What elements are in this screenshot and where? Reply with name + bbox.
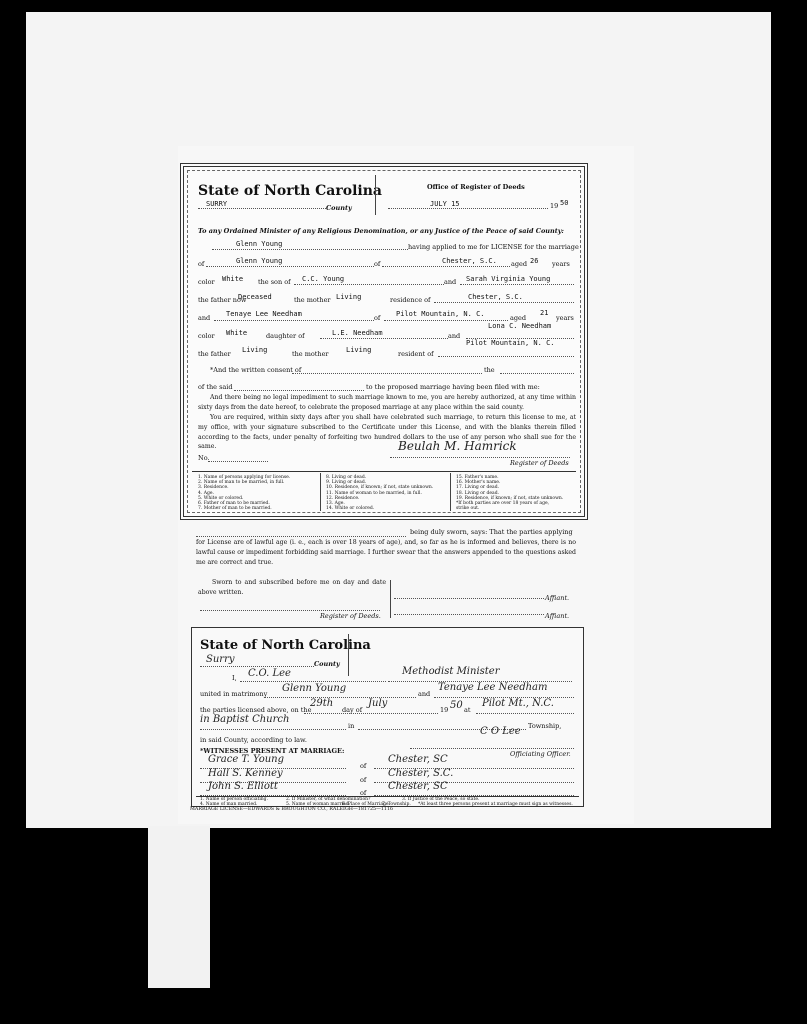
- and-label-3: and: [448, 332, 461, 340]
- cert-year-prefix: 19: [440, 706, 449, 714]
- color-label-2: color: [198, 332, 215, 340]
- aged-label: aged: [511, 260, 528, 268]
- township-label: Township,: [528, 722, 562, 730]
- day-of-label: day of: [342, 706, 363, 714]
- bride-age: 21: [540, 309, 549, 317]
- applied-text: having applied to me for LICENSE for the marriage: [408, 243, 579, 251]
- footnotes-col3: 15. Father's name. 16. Mother's name. 17. Living or dead. 18. Living or dead. 19. Residence, if known; if not, state unknown. *If both parties are over 18 years of age, strike out.: [456, 475, 564, 512]
- witness-name: Hall S. Kenney: [208, 768, 283, 779]
- cert-bride: Tenaye Lee Needham: [438, 682, 548, 693]
- mother-label: the mother: [294, 296, 331, 304]
- office-title: Office of Register of Deeds: [427, 183, 525, 191]
- register-signature: Beulah M. Hamrick: [398, 439, 517, 453]
- groom-residence: Chester, S.C.: [442, 257, 497, 265]
- groom-parents-residence: Chester, S.C.: [468, 293, 523, 301]
- cert-groom: Glenn Young: [282, 683, 347, 694]
- applicant-name: Glenn Young: [236, 240, 283, 248]
- resident-of-label: resident of: [398, 350, 434, 358]
- officiant-title: Methodist Minister: [402, 666, 500, 677]
- cert-footnote: 5. Name of woman married.: [286, 802, 351, 807]
- mother-label-2: the mother: [292, 350, 329, 358]
- aged-label-2: aged: [510, 314, 527, 322]
- year-value: 50: [560, 199, 569, 207]
- marriage-certificate: [191, 627, 584, 807]
- cert-footnote: 3. If Justice of the Peace, so state.: [402, 797, 480, 802]
- subscribed-text: Sworn to and subscribed before me on day and date above written.: [198, 579, 386, 596]
- and-label: and: [444, 278, 457, 286]
- salutation: To any Ordained Minister of any Religious Denomination, or any Justice of the Peace of said County:: [198, 227, 564, 235]
- and-label-2: and: [198, 314, 211, 322]
- cert-year: 50: [450, 700, 463, 711]
- of-the-said-label: of the said: [198, 383, 233, 391]
- sworn-body: for License are of lawful age (i. e., each is over 18 years of age), and, so far as he is informed and believes, there is no lawful cause or impediment forbidding said marriage. I further swear that the answers appended to the questions asked me are correct and true.: [196, 539, 576, 566]
- groom-age: 26: [530, 257, 539, 265]
- witness-of-label: of: [360, 762, 367, 770]
- license-county-label: County: [326, 204, 352, 212]
- witness-place: Chester, SC: [388, 754, 448, 765]
- witnesses-label: *WITNESSES PRESENT AT MARRIAGE:: [200, 747, 345, 755]
- son-of-label: the son of: [258, 278, 291, 286]
- witness-of-label: of: [360, 789, 367, 797]
- witness-of-label: of: [360, 776, 367, 784]
- affiant-label-2: Affiant.: [545, 612, 570, 620]
- in-label: in: [348, 722, 355, 730]
- father-now-label: the father now: [198, 296, 247, 304]
- cert-month: July: [368, 698, 388, 709]
- groom-father: C.C. Young: [302, 275, 345, 283]
- cert-place: Pilot Mt., N.C.: [482, 698, 554, 709]
- cert-county-value: Surry: [206, 654, 235, 665]
- groom-mother-status: Living: [336, 293, 362, 301]
- cert-i-label: I,: [232, 674, 237, 682]
- cert-footnote: 6. Place of Marriage.: [342, 802, 390, 807]
- witness-place: Chester, SC: [388, 781, 448, 792]
- of-label-3: of: [374, 314, 381, 322]
- at-label: at: [464, 706, 471, 714]
- year-prefix: 19: [550, 202, 559, 210]
- groom-name: Glenn Young: [236, 257, 283, 265]
- footnotes-col1: 1. Name of persons applying for license. 2. Name of man to be married, in full. 3. Residence. 4. Age. 5. White or colored. 6. Father of man to be married. 7. Mother of man to be married.: [198, 475, 291, 512]
- of-label-2: of: [374, 260, 381, 268]
- cert-footnote: 1. Name of person officiating.: [200, 797, 268, 802]
- bride-parents-residence: Pilot Mountain, N. C.: [466, 339, 555, 347]
- witness-name: John S. Elliott: [208, 781, 278, 792]
- consent-text: to the proposed marriage having been filed with me:: [366, 383, 540, 391]
- license-county-value: SURRY: [206, 200, 228, 208]
- united-label: united in matrimony: [200, 690, 268, 698]
- affidavit-register-label: Register of Deeds.: [320, 612, 381, 620]
- marriage-license: [180, 163, 588, 520]
- cert-footnote: 2. If Minister, of what denomination?: [286, 797, 371, 802]
- the-father-label: the father: [198, 350, 231, 358]
- license-state-title: State of North Carolina: [198, 183, 382, 199]
- footnotes-col2: 8. Living or dead. 9. Living or dead. 10. Residence, if known; if not, state unknown. 11. Name of woman to be married, in full. 12. Residence. 13. Age. 14. White or colored.: [326, 475, 434, 512]
- years-label: years: [552, 260, 570, 268]
- bride-mother-status: Living: [346, 346, 372, 354]
- cert-county-label: County: [314, 660, 340, 668]
- cert-day: 29th: [310, 698, 334, 709]
- officiating-signature: C O Lee: [480, 726, 521, 737]
- license-date: JULY 15: [430, 200, 460, 208]
- county-law: in said County, according to law.: [200, 736, 307, 744]
- cert-footnote: 7. Township.: [382, 802, 411, 807]
- cert-footnote: *At least three persons present at marriage must sign as witnesses.: [418, 802, 573, 807]
- consent-label: *And the written consent of: [210, 366, 302, 374]
- groom-mother: Sarah Virginia Young: [466, 275, 551, 283]
- bride-father-status: Living: [242, 346, 268, 354]
- groom-color: White: [222, 275, 244, 283]
- color-label: color: [198, 278, 215, 286]
- of-label: of: [198, 260, 205, 268]
- bride-color: White: [226, 329, 248, 337]
- sworn-intro: being duly sworn, says: That the parties applying: [410, 528, 573, 536]
- witness-name: Grace T. Young: [208, 754, 285, 765]
- register-label: Register of Deeds: [510, 459, 569, 467]
- officiating-label: Officiating Officer.: [510, 750, 571, 758]
- bride-father: L.E. Needham: [332, 329, 383, 337]
- cert-state-title: State of North Carolina: [200, 638, 371, 653]
- scan-film-strip: [148, 826, 210, 988]
- bride-name: Tenaye Lee Needham: [226, 310, 302, 318]
- affiant-label-1: Affiant.: [545, 594, 570, 602]
- bride-mother: Lona C. Needham: [488, 322, 552, 330]
- cert-location: in Baptist Church: [200, 714, 290, 725]
- years-label-2: years: [556, 314, 574, 322]
- residence-of-label: residence of: [390, 296, 431, 304]
- daughter-of-label: daughter of: [266, 332, 305, 340]
- the-label: the: [484, 366, 495, 374]
- officiant-name: C.O. Lee: [248, 668, 291, 679]
- bride-residence: Pilot Mountain, N. C.: [396, 310, 485, 318]
- licensed-label: the parties licensed above, on the: [200, 706, 312, 714]
- no-label: No.: [198, 454, 210, 462]
- witness-place: Chester, S.C.: [388, 768, 454, 779]
- para-impediment: And there being no legal impediment to such marriage known to me, you are hereby authorized, at any time within sixty days from the date hereof, to celebrate the proposed marriage at any place within the said county.: [198, 394, 576, 411]
- para-return: You are required, within sixty days after you shall have celebrated such marriage, to return this license to me, at my office, with your signature subscribed to the Certificate under this License, and with the blanks therein filled according to the facts, under penalty of forfeiting two hundred dollars to the use of any person who shall sue for the same.: [198, 414, 576, 451]
- printer-line: MARRIAGE LICENSE—EDWARDS & BROUGHTON CO., RALEIGH—181725—1116: [190, 807, 394, 812]
- cert-and-label: and: [418, 690, 431, 698]
- cert-footnote: 4. Name of man married.: [200, 802, 258, 807]
- groom-father-status: Deceased: [238, 293, 272, 301]
